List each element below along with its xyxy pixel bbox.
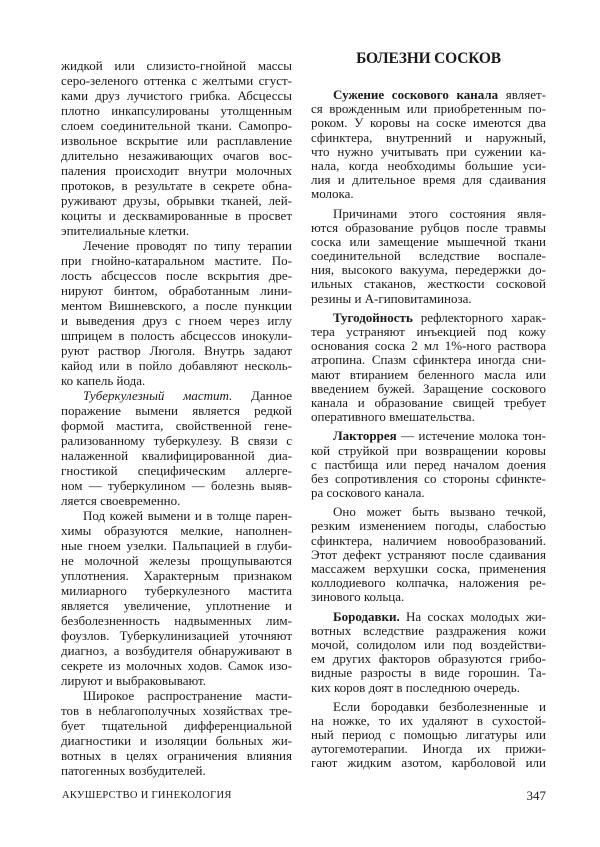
line-text: Данное — [232, 388, 292, 403]
text-line — [61, 508, 292, 523]
text-line — [61, 73, 292, 88]
line-text: вотных в целях ограничения влияния — [61, 748, 292, 763]
text-line — [61, 313, 292, 328]
line-text: при гнойно-катаральном мастите. По- — [61, 253, 292, 268]
paragraph — [61, 508, 292, 688]
line-text: резким изменением погоды, слабостью — [311, 518, 546, 534]
text-line — [311, 610, 546, 624]
text-line — [61, 133, 292, 148]
paragraph — [61, 688, 292, 778]
text-line — [61, 673, 292, 688]
line-text: шприцем в полость абсцессов инокули- — [61, 328, 292, 343]
line-text: протоков, в результате в секрете обна- — [61, 178, 292, 193]
text-line — [311, 339, 546, 353]
text-line — [311, 88, 546, 102]
text-line — [311, 562, 546, 576]
line-text: Лечение проводят по типу терапии — [83, 238, 292, 253]
line-text: патогенных возбудителей. — [61, 763, 206, 778]
line-text: с пастбища или перед началом доения — [311, 456, 546, 472]
line-text: коциты и десквамированные в просвет — [61, 208, 292, 223]
line-text: тов в неблагополучных хозяйствах тре- — [61, 703, 292, 718]
text-line — [311, 652, 546, 666]
text-line — [61, 343, 292, 358]
line-text: мают втиранием беленного масла или — [311, 366, 546, 382]
line-text: не молочной железы прощупываются — [61, 553, 292, 568]
text-line — [61, 298, 292, 313]
line-text: что нужно учитывать при сужении ка- — [311, 143, 546, 159]
line-text: лость абсцессов после вскрытия дре- — [61, 268, 292, 283]
text-line — [311, 458, 546, 472]
text-line — [311, 742, 546, 756]
text-line — [61, 523, 292, 538]
right-column — [311, 88, 546, 776]
text-line — [61, 418, 292, 433]
line-text: эпителиальные клетки. — [61, 223, 190, 238]
line-text: нируют бинтом, обработанным лини- — [61, 283, 292, 298]
text-line — [311, 519, 546, 533]
paragraph-lead-term: Сужение соскового канала — [333, 87, 499, 102]
line-text: Под кожей вымени и в толще парен- — [83, 508, 292, 523]
text-line — [311, 159, 546, 173]
text-line — [311, 624, 546, 638]
line-text: Если бородавки безболезненные и — [333, 698, 546, 714]
line-text: зинового кольца. — [311, 589, 405, 605]
line-text: плотно инкапсулированы утолщенным — [61, 103, 292, 118]
line-text: сфинктера, наличием новообразований. — [311, 532, 546, 548]
paragraph-lead-term: Лакторрея — [333, 428, 397, 444]
line-text: ся врожденным или приобретенным по- — [311, 101, 546, 117]
line-text: введением бужей. Заращение соскового — [311, 380, 546, 396]
line-text: канала и образование свищей требует — [311, 394, 546, 410]
line-text: соска или замещение мышечной ткани — [311, 233, 546, 249]
text-line — [61, 448, 292, 463]
line-text: поражение вымени является редкой — [61, 403, 292, 418]
text-line — [311, 382, 546, 396]
line-text: уплотнения. Характерным признаком — [61, 568, 292, 583]
paragraph — [61, 388, 292, 508]
text-line — [61, 118, 292, 133]
text-line — [61, 403, 292, 418]
text-line — [61, 88, 292, 103]
line-text: диагноз, а возбудителя обнаруживают в — [61, 643, 292, 658]
text-line — [311, 368, 546, 382]
line-text: гностикой специфическим аллерге- — [61, 463, 292, 478]
text-line — [311, 235, 546, 249]
text-line — [311, 249, 546, 263]
text-line — [61, 643, 292, 658]
text-line — [61, 463, 292, 478]
text-line — [61, 658, 292, 673]
text-line — [61, 433, 292, 448]
text-line — [311, 207, 546, 221]
running-title: АКУШЕРСТВО И ГИНЕКОЛОГИЯ — [62, 790, 232, 801]
text-line — [311, 714, 546, 728]
text-line — [311, 505, 546, 519]
paragraph — [311, 311, 546, 425]
text-line — [311, 472, 546, 486]
line-text: массажем верхушки соска, применения — [311, 561, 546, 576]
text-line — [61, 763, 292, 778]
line-text: роком. У коровы на соске имеются два — [311, 115, 546, 131]
paragraph — [311, 700, 546, 771]
line-text: секрете из молочных ходов. Самок изо- — [61, 658, 292, 673]
text-line — [311, 221, 546, 235]
line-text: — истечение молока тон- — [396, 428, 546, 444]
line-text: ра соскового канала. — [311, 485, 425, 501]
line-text: ем других факторов образуются грибо- — [311, 651, 546, 667]
text-line — [61, 748, 292, 763]
text-line — [311, 102, 546, 116]
text-line — [61, 358, 292, 373]
line-text: лируют и выбраковывают. — [61, 673, 206, 688]
line-text: Этот дефект устраняют после сдаивания — [311, 546, 546, 562]
text-line — [61, 163, 292, 178]
line-text: лия и длительное время для сдаивания — [311, 172, 546, 188]
line-text: без сопротивления со стороны сфинкте- — [311, 470, 546, 486]
line-text: руют раствор Люголя. Внутрь задают — [61, 343, 292, 358]
line-text: ких коров доят в последнюю очередь. — [311, 679, 520, 695]
line-text: бует тщательной дифференциальной — [61, 718, 292, 733]
line-text: коллодиевого колпачка, наложения ре- — [311, 575, 546, 591]
text-line — [61, 538, 292, 553]
line-text: соединительной вследствие воспале- — [311, 248, 546, 264]
text-line — [311, 638, 546, 652]
text-line — [61, 628, 292, 643]
text-line — [311, 396, 546, 410]
page-number: 347 — [526, 788, 546, 803]
line-text: химы образуются мелкие, наполнен- — [61, 523, 292, 538]
text-line — [311, 590, 546, 604]
line-text: ния, высокого вакуума, передержки до- — [311, 262, 546, 278]
line-text: паления происходит внутри молочных — [61, 163, 292, 178]
text-line — [311, 410, 546, 424]
text-line — [61, 613, 292, 628]
text-line — [61, 238, 292, 253]
text-line — [311, 681, 546, 695]
line-text: Широкое распространение масти- — [83, 688, 292, 703]
line-text: кайод или в пойло добавляют несколь- — [61, 358, 292, 373]
line-text: руживают друзы, обрывки тканей, лей- — [61, 193, 292, 208]
text-line — [61, 328, 292, 343]
line-text: Оно может быть вызвано течкой, — [333, 504, 546, 520]
text-line — [311, 534, 546, 548]
text-line — [61, 268, 292, 283]
line-text: Причинами этого состояния явля- — [333, 205, 546, 221]
paragraph-lead-term: Бородавки. — [333, 608, 400, 624]
line-text: ментом Вишневского, а после пункции — [61, 298, 292, 313]
text-line — [311, 325, 546, 339]
line-text: кой струйкой при возвращении коровы — [311, 442, 546, 458]
text-line — [61, 478, 292, 493]
text-line — [311, 576, 546, 590]
line-text: вотных вследствие раздражения кожи — [311, 622, 546, 638]
paragraph — [61, 238, 292, 388]
text-line — [61, 553, 292, 568]
text-line — [61, 193, 292, 208]
line-text: милиарного туберкулезного мастита — [61, 583, 292, 598]
text-line — [61, 388, 292, 403]
text-line — [311, 548, 546, 562]
text-line — [311, 756, 546, 770]
text-line — [61, 583, 292, 598]
text-line — [311, 277, 546, 291]
text-line — [311, 187, 546, 201]
text-line — [61, 703, 292, 718]
line-text: ко капель йода. — [61, 373, 146, 388]
line-text: видные разросты в виде горошин. Та- — [311, 665, 546, 681]
text-line — [311, 292, 546, 306]
line-text: гают жидким азотом, карболовой или — [311, 755, 546, 771]
paragraph — [311, 207, 546, 306]
line-text: длительно незаживающих очагов вос- — [61, 148, 292, 163]
text-line — [311, 131, 546, 145]
line-text: оперативного вмешательства. — [311, 409, 475, 425]
text-line — [61, 598, 292, 613]
line-text: безболезненность надвыменных лим- — [61, 613, 292, 628]
line-text: ильных стаканов, жесткости сосковой — [311, 276, 546, 292]
line-text: ляется своевременно. — [61, 493, 181, 508]
line-text: формой мастита, свойственной гене- — [61, 418, 292, 433]
line-text: На сосках молодых жи- — [399, 608, 546, 624]
text-line — [61, 718, 292, 733]
paragraph — [61, 58, 292, 238]
text-line — [61, 178, 292, 193]
paragraph — [311, 88, 546, 202]
text-line — [61, 253, 292, 268]
line-text: рализованному туберкулезу. В связи с — [61, 433, 292, 448]
text-line — [61, 733, 292, 748]
line-text: являет- — [498, 87, 546, 102]
line-text: атропина. Спазм сфинктера иногда сни- — [311, 352, 546, 368]
paragraph — [311, 505, 546, 604]
text-line — [311, 666, 546, 680]
line-text: ками друз лучистого грибка. Абсцессы — [61, 88, 292, 103]
line-text: серо-зеленого оттенка с желтыми сгуст- — [61, 73, 292, 88]
text-line — [61, 103, 292, 118]
line-text: жидкой или слизисто-гнойной массы — [61, 58, 292, 73]
line-text: слоем соединительной ткани. Самопро- — [61, 118, 292, 133]
text-line — [311, 444, 546, 458]
text-line — [311, 429, 546, 443]
paragraph-lead-term: Туберкулезный мастит. — [83, 388, 233, 403]
text-line — [61, 58, 292, 73]
line-text: аутогемотерапии. Иногда их прижи- — [311, 741, 546, 757]
line-text: на ножке, то их удаляют в сухостой- — [311, 712, 546, 728]
line-text: диагностики и изоляции больных жи- — [61, 733, 292, 748]
text-line — [61, 223, 292, 238]
text-line — [311, 700, 546, 714]
line-text: мочой, солидолом или под воздействи- — [311, 636, 546, 652]
line-text: нала, когда необходимы большие уси- — [311, 157, 546, 173]
line-text: молока. — [311, 186, 354, 202]
line-text: сфинктера, внутренний и наружный, — [311, 129, 546, 145]
left-column — [61, 58, 292, 778]
section-title: БОЛЕЗНИ СОСКОВ — [356, 50, 501, 67]
text-line — [311, 311, 546, 325]
line-text: тера устраняют инъекцией под кожу — [311, 324, 546, 339]
text-line — [311, 353, 546, 367]
paragraph — [311, 429, 546, 500]
text-line — [311, 173, 546, 187]
line-text: ном — туберкулином — болезнь выяв- — [61, 478, 292, 493]
text-line — [61, 568, 292, 583]
line-text: резины и А-гиповитаминоза. — [311, 290, 472, 306]
line-text: рефлекторного харак- — [412, 309, 546, 325]
text-line — [311, 263, 546, 277]
text-line — [61, 493, 292, 508]
text-line — [311, 145, 546, 159]
text-line — [61, 373, 292, 388]
line-text: является увеличение, уплотнение и — [61, 598, 292, 613]
line-text: ный период с помощью лигатуры или — [311, 727, 546, 743]
line-text: ются образование рубцов после травмы — [311, 219, 546, 235]
line-text: основания соска 2 мл 1%-ного раствора — [311, 338, 546, 354]
line-text: налаженной квалифицированной диа- — [61, 448, 292, 463]
text-line — [311, 728, 546, 742]
paragraph — [311, 610, 546, 695]
line-text: ные гноем узелки. Пальпацией в глуби- — [61, 538, 292, 553]
line-text: и выведения друз с гноем через иглу — [61, 313, 292, 328]
paragraph-lead-term: Тугодойность — [333, 309, 413, 325]
text-line — [61, 688, 292, 703]
text-line — [61, 208, 292, 223]
text-line — [311, 116, 546, 130]
line-text: фоузлов. Туберкулинизацией уточняют — [61, 628, 292, 643]
text-line — [311, 486, 546, 500]
line-text: извольное вскрытие или расплавление — [61, 133, 292, 148]
text-line — [61, 283, 292, 298]
text-line — [61, 148, 292, 163]
